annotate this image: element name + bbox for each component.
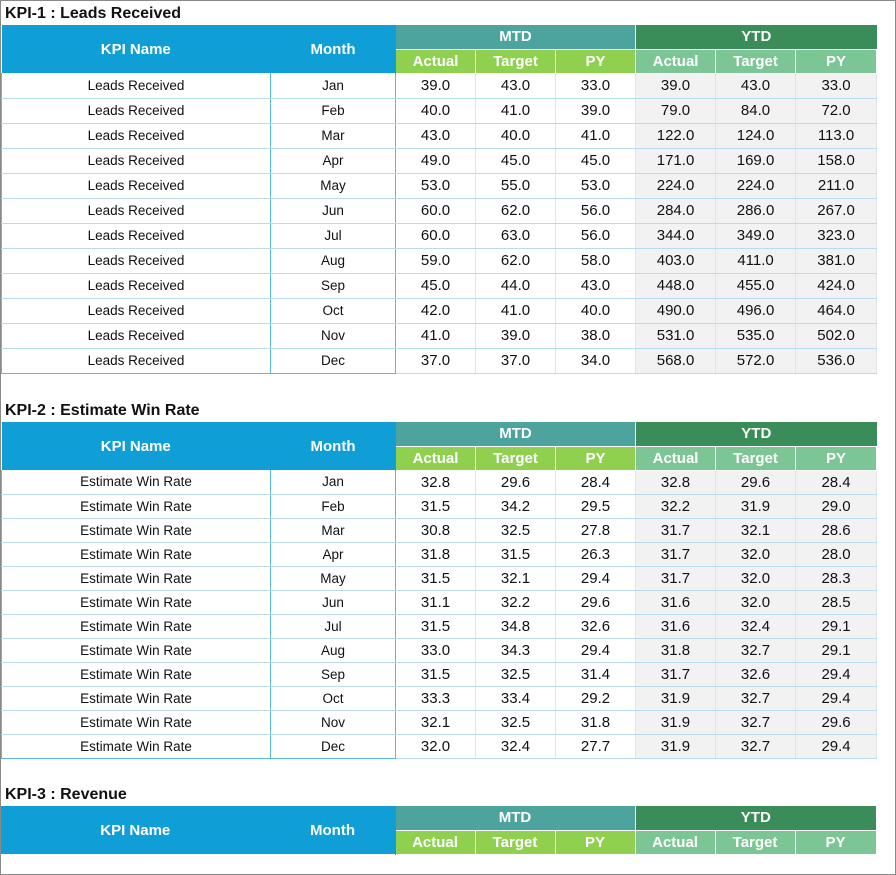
mtd-target-cell[interactable]: 34.8	[476, 614, 556, 638]
table-row	[2, 662, 877, 686]
month-cell[interactable]: Nov	[271, 710, 396, 734]
mtd-actual-cell[interactable]: 43.0	[396, 123, 476, 148]
mtd-py-cell[interactable]: 32.6	[556, 614, 636, 638]
kpi-table	[1, 806, 877, 855]
column-header-ytd-target: Target	[716, 49, 796, 73]
month-cell[interactable]: Feb	[271, 494, 396, 518]
month-cell[interactable]: Jul	[271, 614, 396, 638]
mtd-actual-cell[interactable]: 32.8	[396, 470, 476, 494]
ytd-py-cell[interactable]: 323.0	[796, 223, 877, 248]
table-row	[2, 470, 877, 494]
ytd-py-cell[interactable]: 33.0	[796, 73, 877, 98]
mtd-actual-cell[interactable]: 60.0	[396, 223, 476, 248]
mtd-actual-cell[interactable]: 59.0	[396, 248, 476, 273]
mtd-py-cell[interactable]: 27.7	[556, 734, 636, 758]
ytd-target-cell[interactable]: 169.0	[716, 148, 796, 173]
column-header-month: Month	[271, 25, 396, 73]
month-cell[interactable]: Jun	[271, 198, 396, 223]
kpi-name-cell[interactable]: Estimate Win Rate	[2, 734, 271, 758]
table-row	[2, 73, 877, 98]
ytd-actual-cell[interactable]: 31.9	[636, 734, 716, 758]
mtd-target-cell[interactable]: 40.0	[476, 123, 556, 148]
ytd-py-cell[interactable]: 536.0	[796, 348, 877, 373]
ytd-target-cell[interactable]: 32.7	[716, 734, 796, 758]
month-cell[interactable]: Sep	[271, 273, 396, 298]
ytd-py-cell[interactable]: 158.0	[796, 148, 877, 173]
table-row	[2, 273, 877, 298]
ytd-py-cell[interactable]: 267.0	[796, 198, 877, 223]
mtd-py-cell[interactable]: 34.0	[556, 348, 636, 373]
ytd-py-cell[interactable]: 424.0	[796, 273, 877, 298]
mtd-py-cell[interactable]: 31.8	[556, 710, 636, 734]
mtd-actual-cell[interactable]: 31.8	[396, 542, 476, 566]
mtd-py-cell[interactable]: 33.0	[556, 73, 636, 98]
ytd-actual-cell[interactable]: 32.2	[636, 494, 716, 518]
mtd-actual-cell[interactable]: 31.1	[396, 590, 476, 614]
ytd-target-cell[interactable]: 32.4	[716, 614, 796, 638]
mtd-actual-cell[interactable]: 40.0	[396, 98, 476, 123]
column-group-mtd: MTD	[396, 25, 636, 49]
mtd-target-cell[interactable]: 63.0	[476, 223, 556, 248]
column-group-mtd: MTD	[396, 422, 636, 446]
table-row	[2, 148, 877, 173]
ytd-target-cell[interactable]: 32.7	[716, 710, 796, 734]
column-header-ytd-py: PY	[796, 446, 877, 470]
column-group-ytd: YTD	[636, 25, 877, 49]
mtd-target-cell[interactable]: 33.4	[476, 686, 556, 710]
mtd-target-cell[interactable]: 32.2	[476, 590, 556, 614]
mtd-target-cell[interactable]: 32.4	[476, 734, 556, 758]
column-header-mtd-actual: Actual	[396, 446, 476, 470]
ytd-py-cell[interactable]: 29.4	[796, 662, 877, 686]
table-row	[2, 223, 877, 248]
ytd-actual-cell[interactable]: 31.7	[636, 662, 716, 686]
header-row-groups	[2, 422, 877, 446]
mtd-target-cell[interactable]: 44.0	[476, 273, 556, 298]
mtd-target-cell[interactable]: 34.2	[476, 494, 556, 518]
kpi-table	[1, 422, 877, 759]
mtd-py-cell[interactable]: 56.0	[556, 198, 636, 223]
month-cell[interactable]: Oct	[271, 686, 396, 710]
ytd-target-cell[interactable]: 32.7	[716, 686, 796, 710]
column-header-mtd-target: Target	[476, 49, 556, 73]
mtd-actual-cell[interactable]: 32.1	[396, 710, 476, 734]
ytd-actual-cell[interactable]: 79.0	[636, 98, 716, 123]
mtd-actual-cell[interactable]: 33.0	[396, 638, 476, 662]
mtd-py-cell[interactable]: 38.0	[556, 323, 636, 348]
mtd-actual-cell[interactable]: 42.0	[396, 298, 476, 323]
column-group-mtd: MTD	[395, 806, 635, 830]
ytd-actual-cell[interactable]: 32.8	[636, 470, 716, 494]
ytd-py-cell[interactable]: 113.0	[796, 123, 877, 148]
column-header-month: Month	[270, 806, 395, 854]
kpi-name-cell[interactable]: Estimate Win Rate	[2, 638, 271, 662]
ytd-actual-cell[interactable]: 31.6	[636, 614, 716, 638]
column-header-ytd-py: PY	[796, 49, 877, 73]
column-group-ytd: YTD	[635, 806, 876, 830]
column-header-ytd-py: PY	[795, 830, 876, 854]
kpi-name-cell[interactable]: Leads Received	[2, 98, 271, 123]
column-header-ytd-actual: Actual	[635, 830, 715, 854]
kpi-table	[1, 25, 877, 374]
mtd-actual-cell[interactable]: 39.0	[396, 73, 476, 98]
mtd-target-cell[interactable]: 43.0	[476, 73, 556, 98]
mtd-actual-cell[interactable]: 31.5	[396, 494, 476, 518]
kpi-name-cell[interactable]: Estimate Win Rate	[2, 590, 271, 614]
mtd-actual-cell[interactable]: 31.5	[396, 662, 476, 686]
ytd-actual-cell[interactable]: 31.7	[636, 566, 716, 590]
ytd-target-cell[interactable]: 411.0	[716, 248, 796, 273]
mtd-actual-cell[interactable]: 31.5	[396, 614, 476, 638]
table-row	[2, 494, 877, 518]
column-header-mtd-py: PY	[556, 446, 636, 470]
ytd-py-cell[interactable]: 29.1	[796, 638, 877, 662]
ytd-target-cell[interactable]: 455.0	[716, 273, 796, 298]
mtd-target-cell[interactable]: 41.0	[476, 98, 556, 123]
month-cell[interactable]: Jan	[271, 73, 396, 98]
ytd-target-cell[interactable]: 286.0	[716, 198, 796, 223]
mtd-target-cell[interactable]: 62.0	[476, 248, 556, 273]
ytd-actual-cell[interactable]: 39.0	[636, 73, 716, 98]
kpi-name-cell[interactable]: Leads Received	[2, 248, 271, 273]
ytd-py-cell[interactable]: 29.4	[796, 686, 877, 710]
ytd-py-cell[interactable]: 502.0	[796, 323, 877, 348]
table-row	[2, 348, 877, 373]
mtd-actual-cell[interactable]: 60.0	[396, 198, 476, 223]
mtd-target-cell[interactable]: 31.5	[476, 542, 556, 566]
table-row	[2, 686, 877, 710]
kpi-name-cell[interactable]: Leads Received	[2, 223, 271, 248]
column-header-mtd-py: PY	[555, 830, 635, 854]
ytd-target-cell[interactable]: 32.0	[716, 542, 796, 566]
ytd-actual-cell[interactable]: 31.7	[636, 542, 716, 566]
month-cell[interactable]: Aug	[271, 638, 396, 662]
column-header-mtd-target: Target	[475, 830, 555, 854]
mtd-py-cell[interactable]: 29.4	[556, 638, 636, 662]
mtd-py-cell[interactable]: 40.0	[556, 298, 636, 323]
ytd-actual-cell[interactable]: 568.0	[636, 348, 716, 373]
table-row	[2, 198, 877, 223]
ytd-target-cell[interactable]: 535.0	[716, 323, 796, 348]
mtd-py-cell[interactable]: 58.0	[556, 248, 636, 273]
ytd-target-cell[interactable]: 43.0	[716, 73, 796, 98]
mtd-py-cell[interactable]: 29.4	[556, 566, 636, 590]
ytd-target-cell[interactable]: 84.0	[716, 98, 796, 123]
mtd-py-cell[interactable]: 27.8	[556, 518, 636, 542]
mtd-py-cell[interactable]: 29.6	[556, 590, 636, 614]
column-header-mtd-actual: Actual	[396, 49, 476, 73]
month-cell[interactable]: Dec	[271, 734, 396, 758]
table-row	[2, 638, 877, 662]
ytd-py-cell[interactable]: 29.4	[796, 734, 877, 758]
ytd-actual-cell[interactable]: 31.9	[636, 686, 716, 710]
ytd-py-cell[interactable]: 28.0	[796, 542, 877, 566]
month-cell[interactable]: Apr	[271, 542, 396, 566]
ytd-actual-cell[interactable]: 531.0	[636, 323, 716, 348]
ytd-target-cell[interactable]: 32.0	[716, 566, 796, 590]
column-header-month: Month	[271, 422, 396, 470]
ytd-py-cell[interactable]: 464.0	[796, 298, 877, 323]
mtd-actual-cell[interactable]: 49.0	[396, 148, 476, 173]
table-row	[2, 98, 877, 123]
ytd-actual-cell[interactable]: 31.7	[636, 518, 716, 542]
month-cell[interactable]: Feb	[271, 98, 396, 123]
table-row	[2, 614, 877, 638]
kpi-name-cell[interactable]: Estimate Win Rate	[2, 470, 271, 494]
kpi-title: KPI-2 : Estimate Win Rate	[5, 402, 200, 419]
table-row	[2, 518, 877, 542]
table-row	[2, 173, 877, 198]
mtd-actual-cell[interactable]: 33.3	[396, 686, 476, 710]
kpi-name-cell[interactable]: Leads Received	[2, 323, 271, 348]
column-header-kpi-name: KPI Name	[2, 25, 271, 73]
ytd-target-cell[interactable]: 32.1	[716, 518, 796, 542]
kpi-name-cell[interactable]: Leads Received	[2, 148, 271, 173]
table-row	[2, 710, 877, 734]
table-row	[2, 123, 877, 148]
ytd-target-cell[interactable]: 32.7	[716, 638, 796, 662]
kpi-name-cell[interactable]: Leads Received	[2, 198, 271, 223]
kpi-name-cell[interactable]: Estimate Win Rate	[2, 614, 271, 638]
month-cell[interactable]: Jun	[271, 590, 396, 614]
column-header-mtd-actual: Actual	[395, 830, 475, 854]
column-header-mtd-target: Target	[476, 446, 556, 470]
ytd-target-cell[interactable]: 32.0	[716, 590, 796, 614]
kpi-name-cell[interactable]: Leads Received	[2, 173, 271, 198]
ytd-actual-cell[interactable]: 224.0	[636, 173, 716, 198]
table-row	[2, 298, 877, 323]
month-cell[interactable]: Jul	[271, 223, 396, 248]
mtd-py-cell[interactable]: 31.4	[556, 662, 636, 686]
mtd-actual-cell[interactable]: 53.0	[396, 173, 476, 198]
ytd-actual-cell[interactable]: 490.0	[636, 298, 716, 323]
table-row	[2, 248, 877, 273]
ytd-actual-cell[interactable]: 122.0	[636, 123, 716, 148]
ytd-target-cell[interactable]: 224.0	[716, 173, 796, 198]
mtd-target-cell[interactable]: 62.0	[476, 198, 556, 223]
table-row	[2, 323, 877, 348]
table-row	[2, 542, 877, 566]
mtd-target-cell[interactable]: 32.5	[476, 662, 556, 686]
mtd-target-cell[interactable]: 32.5	[476, 710, 556, 734]
ytd-py-cell[interactable]: 29.1	[796, 614, 877, 638]
kpi-name-cell[interactable]: Estimate Win Rate	[2, 566, 271, 590]
column-header-kpi-name: KPI Name	[2, 422, 271, 470]
mtd-actual-cell[interactable]: 31.5	[396, 566, 476, 590]
month-cell[interactable]: May	[271, 566, 396, 590]
mtd-py-cell[interactable]: 56.0	[556, 223, 636, 248]
ytd-target-cell[interactable]: 572.0	[716, 348, 796, 373]
ytd-py-cell[interactable]: 381.0	[796, 248, 877, 273]
month-cell[interactable]: Apr	[271, 148, 396, 173]
kpi-name-cell[interactable]: Leads Received	[2, 348, 271, 373]
mtd-target-cell[interactable]: 39.0	[476, 323, 556, 348]
month-cell[interactable]: Oct	[271, 298, 396, 323]
mtd-target-cell[interactable]: 29.6	[476, 470, 556, 494]
ytd-actual-cell[interactable]: 31.8	[636, 638, 716, 662]
ytd-target-cell[interactable]: 32.6	[716, 662, 796, 686]
mtd-target-cell[interactable]: 55.0	[476, 173, 556, 198]
column-header-ytd-target: Target	[716, 446, 796, 470]
month-cell[interactable]: Mar	[271, 123, 396, 148]
ytd-py-cell[interactable]: 29.6	[796, 710, 877, 734]
mtd-actual-cell[interactable]: 32.0	[396, 734, 476, 758]
column-header-ytd-actual: Actual	[636, 49, 716, 73]
month-cell[interactable]: Mar	[271, 518, 396, 542]
kpi-name-cell[interactable]: Estimate Win Rate	[2, 710, 271, 734]
mtd-py-cell[interactable]: 41.0	[556, 123, 636, 148]
mtd-actual-cell[interactable]: 41.0	[396, 323, 476, 348]
kpi-title: KPI-3 : Revenue	[5, 786, 127, 803]
mtd-target-cell[interactable]: 34.3	[476, 638, 556, 662]
column-header-mtd-py: PY	[556, 49, 636, 73]
mtd-py-cell[interactable]: 28.4	[556, 470, 636, 494]
month-cell[interactable]: Dec	[271, 348, 396, 373]
ytd-target-cell[interactable]: 124.0	[716, 123, 796, 148]
ytd-actual-cell[interactable]: 448.0	[636, 273, 716, 298]
month-cell[interactable]: Sep	[271, 662, 396, 686]
column-header-kpi-name: KPI Name	[1, 806, 270, 854]
mtd-py-cell[interactable]: 39.0	[556, 98, 636, 123]
ytd-py-cell[interactable]: 29.0	[796, 494, 877, 518]
ytd-py-cell[interactable]: 28.3	[796, 566, 877, 590]
ytd-py-cell[interactable]: 28.4	[796, 470, 877, 494]
ytd-actual-cell[interactable]: 284.0	[636, 198, 716, 223]
mtd-py-cell[interactable]: 26.3	[556, 542, 636, 566]
ytd-target-cell[interactable]: 349.0	[716, 223, 796, 248]
kpi-name-cell[interactable]: Leads Received	[2, 298, 271, 323]
kpi-name-cell[interactable]: Estimate Win Rate	[2, 662, 271, 686]
header-row-groups	[2, 25, 877, 49]
table-row	[2, 734, 877, 758]
table-row	[2, 590, 877, 614]
mtd-py-cell[interactable]: 53.0	[556, 173, 636, 198]
mtd-actual-cell[interactable]: 30.8	[396, 518, 476, 542]
mtd-py-cell[interactable]: 29.2	[556, 686, 636, 710]
ytd-target-cell[interactable]: 31.9	[716, 494, 796, 518]
column-group-ytd: YTD	[636, 422, 877, 446]
ytd-actual-cell[interactable]: 171.0	[636, 148, 716, 173]
ytd-actual-cell[interactable]: 403.0	[636, 248, 716, 273]
kpi-name-cell[interactable]: Leads Received	[2, 73, 271, 98]
ytd-target-cell[interactable]: 29.6	[716, 470, 796, 494]
kpi-name-cell[interactable]: Estimate Win Rate	[2, 542, 271, 566]
kpi-name-cell[interactable]: Estimate Win Rate	[2, 686, 271, 710]
kpi-name-cell[interactable]: Estimate Win Rate	[2, 518, 271, 542]
ytd-target-cell[interactable]: 496.0	[716, 298, 796, 323]
ytd-actual-cell[interactable]: 344.0	[636, 223, 716, 248]
mtd-target-cell[interactable]: 32.5	[476, 518, 556, 542]
mtd-py-cell[interactable]: 45.0	[556, 148, 636, 173]
header-row-groups	[1, 806, 876, 830]
ytd-py-cell[interactable]: 28.6	[796, 518, 877, 542]
ytd-actual-cell[interactable]: 31.6	[636, 590, 716, 614]
mtd-py-cell[interactable]: 29.5	[556, 494, 636, 518]
mtd-actual-cell[interactable]: 37.0	[396, 348, 476, 373]
column-header-ytd-actual: Actual	[636, 446, 716, 470]
month-cell[interactable]: Nov	[271, 323, 396, 348]
kpi-name-cell[interactable]: Estimate Win Rate	[2, 494, 271, 518]
month-cell[interactable]: May	[271, 173, 396, 198]
ytd-actual-cell[interactable]: 31.9	[636, 710, 716, 734]
month-cell[interactable]: Aug	[271, 248, 396, 273]
column-header-ytd-target: Target	[715, 830, 795, 854]
mtd-target-cell[interactable]: 37.0	[476, 348, 556, 373]
kpi-title: KPI-1 : Leads Received	[5, 5, 182, 22]
ytd-py-cell[interactable]: 72.0	[796, 98, 877, 123]
mtd-target-cell[interactable]: 41.0	[476, 298, 556, 323]
table-row	[2, 566, 877, 590]
ytd-py-cell[interactable]: 211.0	[796, 173, 877, 198]
mtd-actual-cell[interactable]: 45.0	[396, 273, 476, 298]
ytd-py-cell[interactable]: 28.5	[796, 590, 877, 614]
kpi-name-cell[interactable]: Leads Received	[2, 123, 271, 148]
kpi-name-cell[interactable]: Leads Received	[2, 273, 271, 298]
mtd-py-cell[interactable]: 43.0	[556, 273, 636, 298]
mtd-target-cell[interactable]: 45.0	[476, 148, 556, 173]
month-cell[interactable]: Jan	[271, 470, 396, 494]
mtd-target-cell[interactable]: 32.1	[476, 566, 556, 590]
